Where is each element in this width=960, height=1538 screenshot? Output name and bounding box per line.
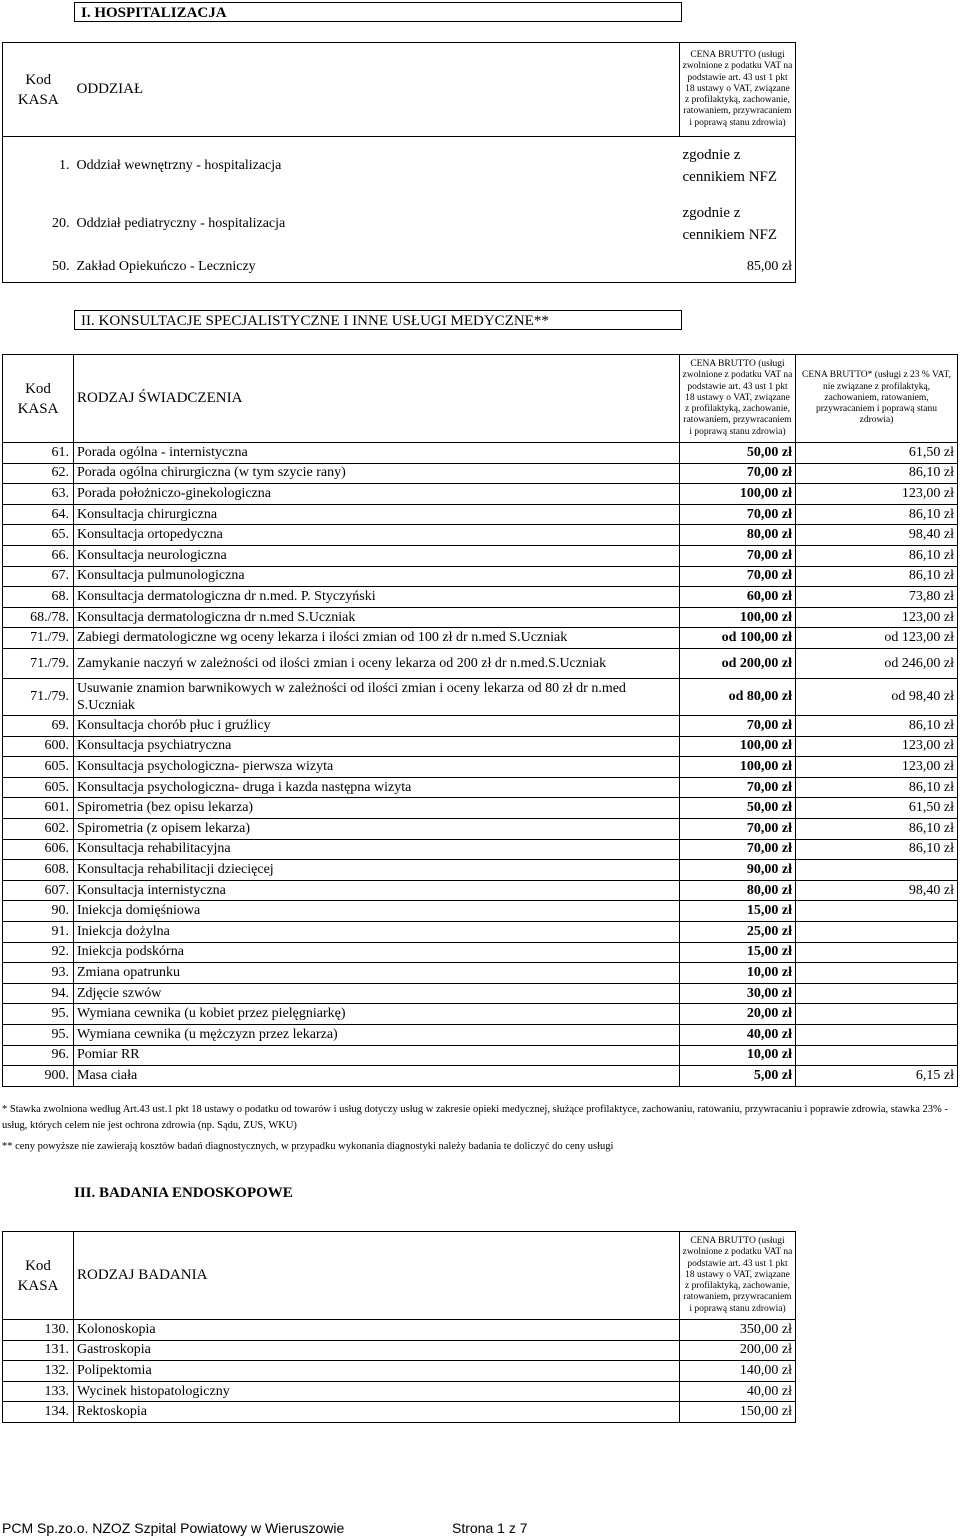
kod-kasa-header: Kod KASA	[3, 355, 74, 443]
name-cell: Konsultacja psychologiczna- druga i kazda następna wizyta	[74, 777, 680, 798]
code-cell: 605.	[3, 777, 74, 798]
table-row	[3, 1024, 958, 1045]
price-vat-cell	[796, 921, 958, 942]
price-cell: 140,00 zł	[680, 1361, 796, 1382]
code-cell: 71./79.	[3, 649, 74, 679]
table-row	[3, 253, 796, 283]
table-row	[3, 463, 958, 484]
price-exempt-cell: 70,00 zł	[680, 839, 796, 860]
name-cell: Iniekcja dożylna	[74, 921, 680, 942]
table-row	[3, 137, 796, 195]
code-cell: 64.	[3, 504, 74, 525]
name-cell: Porada ogólna chirurgiczna (w tym szycie rany)	[74, 463, 680, 484]
price-vat-cell: 86,10 zł	[796, 566, 958, 587]
name-cell: Kolonoskopia	[74, 1320, 680, 1341]
price-vat-cell: 123,00 zł	[796, 736, 958, 757]
price-vat-cell: 98,40 zł	[796, 880, 958, 901]
table-row	[3, 880, 958, 901]
footnote-diagnostics: ** ceny powyższe nie zawierają kosztów badań diagnostycznych, w przypadku wykonania diagnostyki należy badania te doliczyć do ceny usługi	[2, 1141, 614, 1152]
section-title-hospitalizacja: I. HOSPITALIZACJA	[74, 2, 682, 22]
price-cell: 85,00 zł	[680, 253, 796, 283]
name-cell: Zmiana opatrunku	[74, 963, 680, 984]
code-cell: 50.	[3, 253, 74, 283]
table-row	[3, 839, 958, 860]
name-cell: Usuwanie znamion barwnikowych w zależności od ilości zmian i oceny lekarza od 80 zł dr n.med S.Uczniak	[74, 679, 680, 716]
price-exempt-cell: 100,00 zł	[680, 736, 796, 757]
name-cell: Wycinek histopatologiczny	[74, 1381, 680, 1402]
name-cell: Konsultacja chorób płuc i gruźlicy	[74, 716, 680, 737]
section-title-konsultacje: II. KONSULTACJE SPECJALISTYCZNE I INNE USŁUGI MEDYCZNE**	[74, 310, 682, 330]
table-row	[3, 525, 958, 546]
code-cell: 92.	[3, 942, 74, 963]
price-exempt-cell: 25,00 zł	[680, 921, 796, 942]
code-cell: 62.	[3, 463, 74, 484]
table-row	[3, 1045, 958, 1066]
code-cell: 601.	[3, 798, 74, 819]
price-exempt-cell: 5,00 zł	[680, 1066, 796, 1087]
code-cell: 68./78.	[3, 607, 74, 628]
name-cell: Zamykanie naczyń w zależności od ilości zmian i oceny lekarza od 200 zł dr n.med.S.Uczniak	[74, 649, 680, 679]
price-exempt-cell: 60,00 zł	[680, 587, 796, 608]
code-cell: 130.	[3, 1320, 74, 1341]
table-row	[3, 566, 958, 587]
table-row	[3, 1320, 796, 1341]
code-cell: 1.	[3, 137, 74, 195]
code-cell: 71./79.	[3, 628, 74, 649]
hospitalization-table	[2, 42, 796, 283]
price-vat-cell	[796, 1045, 958, 1066]
price-cell: 350,00 zł	[680, 1320, 796, 1341]
code-cell: 608.	[3, 860, 74, 881]
name-cell: Porada ogólna - internistyczna	[74, 443, 680, 464]
name-cell: Masa ciała	[74, 1066, 680, 1087]
price-vat-cell: 86,10 zł	[796, 463, 958, 484]
code-cell: 71./79.	[3, 679, 74, 716]
name-cell: Iniekcja domięśniowa	[74, 901, 680, 922]
price-vat-cell: od 246,00 zł	[796, 649, 958, 679]
code-cell: 132.	[3, 1361, 74, 1382]
price-vat-cell	[796, 1024, 958, 1045]
table-row	[3, 504, 958, 525]
price-exempt-cell: 100,00 zł	[680, 607, 796, 628]
name-cell: Konsultacja chirurgiczna	[74, 504, 680, 525]
name-cell: Zakład Opiekuńczo - Leczniczy	[74, 253, 680, 283]
price-exempt-cell: od 100,00 zł	[680, 628, 796, 649]
table-header-row	[3, 1232, 796, 1320]
rodzaj-swiadczenia-header: RODZAJ ŚWIADCZENIA	[74, 355, 680, 443]
code-cell: 90.	[3, 901, 74, 922]
table-row	[3, 777, 958, 798]
table-row	[3, 963, 958, 984]
price-exempt-cell: 40,00 zł	[680, 1024, 796, 1045]
name-cell: Gastroskopia	[74, 1340, 680, 1361]
price-vat-cell: 123,00 zł	[796, 484, 958, 505]
price-exempt-cell: 70,00 zł	[680, 546, 796, 567]
cena-brutto-zw-header: CENA BRUTTO (usługi zwolnione z podatku VAT na podstawie art. 43 ust 1 pkt 18 ustawy o VAT, związane z profilaktyką, zachowanie, ratowaniem, przywracaniem i poprawą stanu zdrowia)	[680, 355, 796, 443]
table-row	[3, 628, 958, 649]
name-cell: Spirometria (bez opisu lekarza)	[74, 798, 680, 819]
price-exempt-cell: 70,00 zł	[680, 716, 796, 737]
price-vat-cell	[796, 901, 958, 922]
name-cell: Konsultacja dermatologiczna dr n.med. P. Styczyński	[74, 587, 680, 608]
code-cell: 900.	[3, 1066, 74, 1087]
price-exempt-cell: 70,00 zł	[680, 777, 796, 798]
price-vat-cell	[796, 942, 958, 963]
price-exempt-cell: od 200,00 zł	[680, 649, 796, 679]
table-row	[3, 716, 958, 737]
table-row	[3, 860, 958, 881]
price-vat-cell: 86,10 zł	[796, 839, 958, 860]
name-cell: Wymiana cewnika (u mężczyzn przez lekarza)	[74, 1024, 680, 1045]
price-exempt-cell: 30,00 zł	[680, 983, 796, 1004]
name-cell: Konsultacja psychiatryczna	[74, 736, 680, 757]
code-cell: 600.	[3, 736, 74, 757]
code-cell: 134.	[3, 1402, 74, 1423]
table-row	[3, 901, 958, 922]
price-vat-cell	[796, 1004, 958, 1025]
price-exempt-cell: 80,00 zł	[680, 525, 796, 546]
kod-kasa-header: Kod KASA	[3, 1232, 74, 1320]
price-vat-cell: 73,80 zł	[796, 587, 958, 608]
table-row	[3, 757, 958, 778]
price-vat-cell: 123,00 zł	[796, 757, 958, 778]
price-exempt-cell: 10,00 zł	[680, 963, 796, 984]
price-cell: 200,00 zł	[680, 1340, 796, 1361]
code-cell: 66.	[3, 546, 74, 567]
price-exempt-cell: 15,00 zł	[680, 901, 796, 922]
price-vat-cell: 98,40 zł	[796, 525, 958, 546]
code-cell: 95.	[3, 1024, 74, 1045]
cena-brutto-vat-header: CENA BRUTTO* (usługi z 23 % VAT, nie związane z profilaktyką, zachowaniem, ratowaniem, przywracaniem i poprawą stanu zdrowia)	[796, 355, 958, 443]
code-cell: 63.	[3, 484, 74, 505]
name-cell: Konsultacja neurologiczna	[74, 546, 680, 567]
price-exempt-cell: 10,00 zł	[680, 1045, 796, 1066]
price-vat-cell: od 98,40 zł	[796, 679, 958, 716]
price-vat-cell: 86,10 zł	[796, 818, 958, 839]
code-cell: 607.	[3, 880, 74, 901]
rodzaj-badania-header: RODZAJ BADANIA	[74, 1232, 680, 1320]
code-cell: 65.	[3, 525, 74, 546]
code-cell: 95.	[3, 1004, 74, 1025]
code-cell: 131.	[3, 1340, 74, 1361]
name-cell: Konsultacja internistyczna	[74, 880, 680, 901]
price-vat-cell	[796, 860, 958, 881]
name-cell: Konsultacja ortopedyczna	[74, 525, 680, 546]
price-exempt-cell: 70,00 zł	[680, 504, 796, 525]
cena-brutto-header: CENA BRUTTO (usługi zwolnione z podatku VAT na podstawie art. 43 ust 1 pkt 18 ustawy o VAT, związane z profilaktyką, zachowanie, ratowaniem, przywracaniem i poprawą stanu zdrowia)	[680, 43, 796, 137]
name-cell: Konsultacja pulmunologiczna	[74, 566, 680, 587]
name-cell: Pomiar RR	[74, 1045, 680, 1066]
consultations-table	[2, 354, 958, 1087]
table-row	[3, 1361, 796, 1382]
price-vat-cell: 123,00 zł	[796, 607, 958, 628]
name-cell: Iniekcja podskórna	[74, 942, 680, 963]
code-cell: 96.	[3, 1045, 74, 1066]
name-cell: Wymiana cewnika (u kobiet przez pielęgniarkę)	[74, 1004, 680, 1025]
table-row	[3, 1066, 958, 1087]
code-cell: 67.	[3, 566, 74, 587]
section-title-endoskopowe: III. BADANIA ENDOSKOPOWE	[74, 1185, 293, 1201]
table-row	[3, 1381, 796, 1402]
price-cell: 40,00 zł	[680, 1381, 796, 1402]
oddzial-header: ODDZIAŁ	[74, 43, 680, 137]
name-cell: Zabiegi dermatologiczne wg oceny lekarza i ilości zmian od 100 zł dr n.med S.Uczniak	[74, 628, 680, 649]
name-cell: Spirometria (z opisem lekarza)	[74, 818, 680, 839]
code-cell: 20.	[3, 195, 74, 253]
table-row	[3, 484, 958, 505]
price-vat-cell: 86,10 zł	[796, 716, 958, 737]
code-cell: 91.	[3, 921, 74, 942]
name-cell: Porada położniczo-ginekologiczna	[74, 484, 680, 505]
name-cell: Konsultacja psychologiczna- pierwsza wizyta	[74, 757, 680, 778]
table-row	[3, 443, 958, 464]
price-vat-cell	[796, 983, 958, 1004]
code-cell: 133.	[3, 1381, 74, 1402]
price-exempt-cell: 50,00 zł	[680, 798, 796, 819]
code-cell: 93.	[3, 963, 74, 984]
code-cell: 602.	[3, 818, 74, 839]
price-exempt-cell: 15,00 zł	[680, 942, 796, 963]
code-cell: 68.	[3, 587, 74, 608]
price-vat-cell: od 123,00 zł	[796, 628, 958, 649]
price-vat-cell: 86,10 zł	[796, 504, 958, 525]
table-row	[3, 798, 958, 819]
price-vat-cell: 61,50 zł	[796, 798, 958, 819]
price-cell: zgodnie z cennikiem NFZ	[680, 137, 796, 195]
endoscopy-table	[2, 1231, 796, 1423]
price-exempt-cell: 100,00 zł	[680, 484, 796, 505]
price-vat-cell: 86,10 zł	[796, 546, 958, 567]
price-vat-cell: 6,15 zł	[796, 1066, 958, 1087]
table-row	[3, 818, 958, 839]
price-vat-cell: 61,50 zł	[796, 443, 958, 464]
price-vat-cell	[796, 963, 958, 984]
price-vat-cell: 86,10 zł	[796, 777, 958, 798]
table-row	[3, 587, 958, 608]
name-cell: Zdjęcie szwów	[74, 983, 680, 1004]
table-row	[3, 983, 958, 1004]
price-exempt-cell: 70,00 zł	[680, 463, 796, 484]
name-cell: Konsultacja rehabilitacyjna	[74, 839, 680, 860]
table-row	[3, 1004, 958, 1025]
cena-brutto-header: CENA BRUTTO (usługi zwolnione z podatku VAT na podstawie art. 43 ust 1 pkt 18 ustawy o VAT, związane z profilaktyką, zachowanie, ratowaniem, przywracaniem i poprawą stanu zdrowia)	[680, 1232, 796, 1320]
table-row	[3, 546, 958, 567]
price-exempt-cell: 100,00 zł	[680, 757, 796, 778]
table-row	[3, 607, 958, 628]
table-row	[3, 1340, 796, 1361]
table-header-row	[3, 355, 958, 443]
name-cell: Rektoskopia	[74, 1402, 680, 1423]
name-cell: Polipektomia	[74, 1361, 680, 1382]
price-exempt-cell: 80,00 zł	[680, 880, 796, 901]
name-cell: Konsultacja rehabilitacji dziecięcej	[74, 860, 680, 881]
price-cell: zgodnie z cennikiem NFZ	[680, 195, 796, 253]
table-header-row	[3, 43, 796, 137]
code-cell: 94.	[3, 983, 74, 1004]
table-row	[3, 942, 958, 963]
price-exempt-cell: od 80,00 zł	[680, 679, 796, 716]
code-cell: 605.	[3, 757, 74, 778]
code-cell: 69.	[3, 716, 74, 737]
kod-kasa-header: Kod KASA	[3, 43, 74, 137]
table-row	[3, 1402, 796, 1423]
price-exempt-cell: 70,00 zł	[680, 818, 796, 839]
price-exempt-cell: 20,00 zł	[680, 1004, 796, 1025]
name-cell: Oddział wewnętrzny - hospitalizacja	[76, 157, 282, 173]
table-row	[3, 921, 958, 942]
name-cell: Oddział pediatryczny - hospitalizacja	[76, 215, 286, 231]
price-exempt-cell: 70,00 zł	[680, 566, 796, 587]
code-cell: 606.	[3, 839, 74, 860]
table-row	[3, 649, 958, 679]
name-cell: Konsultacja dermatologiczna dr n.med S.Uczniak	[74, 607, 680, 628]
price-exempt-cell: 90,00 zł	[680, 860, 796, 881]
table-row	[3, 195, 796, 253]
price-cell: 150,00 zł	[680, 1402, 796, 1423]
table-row	[3, 679, 958, 716]
table-row	[3, 736, 958, 757]
price-exempt-cell: 50,00 zł	[680, 443, 796, 464]
footer-page-number: Strona 1 z 7	[452, 1520, 528, 1536]
footnote-vat: * Stawka zwolniona według Art.43 ust.1 pkt 18 ustawy o podatku od towarów i usług dotyczy usług w zakresie opieki medycznej, służące profilaktyce, zachowaniu, ratowaniu, przywracaniu i poprawie zdrowia, stawka 23% - usług, których celem nie jest ochrona zdrowia (np. Sądu, ZUS, WKU)	[2, 1104, 948, 1131]
footer-company: PCM Sp.zo.o. NZOZ Szpital Powiatowy w Wieruszowie	[2, 1520, 345, 1536]
code-cell: 61.	[3, 443, 74, 464]
